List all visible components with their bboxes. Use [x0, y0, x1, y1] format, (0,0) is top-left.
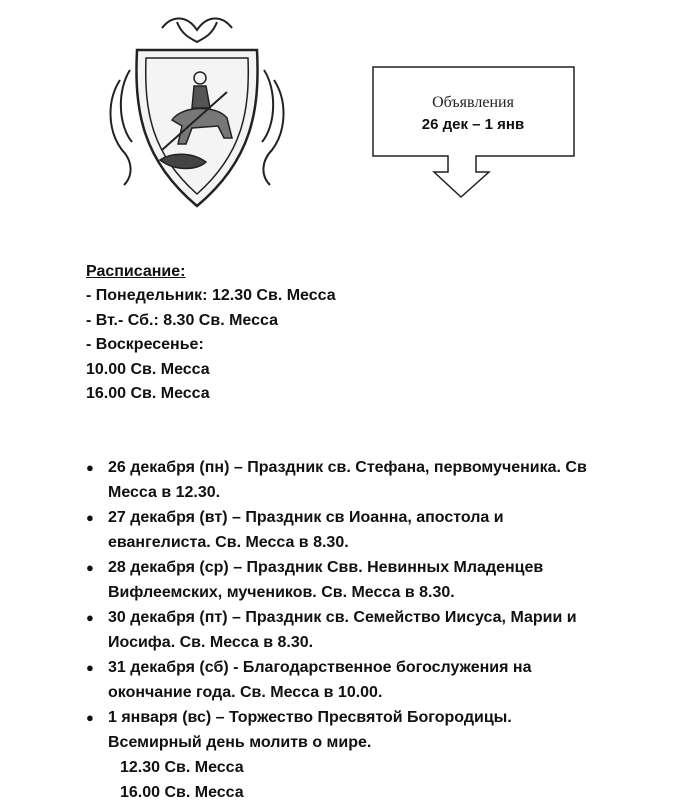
bullet-icon: ● [86, 710, 94, 725]
schedule-line: 16.00 Св. Месса [86, 385, 210, 403]
bullet-icon: ● [86, 510, 94, 525]
schedule-line: - Воскресенье: [86, 336, 204, 354]
event-line: евангелиста. Св. Месса в 8.30. [108, 534, 349, 551]
bullet-icon: ● [86, 560, 94, 575]
event-line: 1 января (вс) – Торжество Пресвятой Богородицы. [108, 709, 512, 726]
event-line: Месса в 12.30. [108, 484, 221, 501]
mass-time: 12.30 Св. Месса [120, 759, 244, 776]
event-item [84, 655, 664, 705]
mass-time: 16.00 Св. Месса [120, 784, 244, 801]
event-line: 27 декабря (вт) – Праздник св Иоанна, апостола и [108, 509, 504, 526]
event-line: 28 декабря (ср) – Праздник Свв. Невинных Младенцев [108, 559, 544, 576]
event-item [84, 605, 664, 655]
event-line: Вифлеемских, мучеников. Св. Месса в 8.30. [108, 584, 455, 601]
event-item [84, 705, 664, 805]
event-line: 30 декабря (пт) – Праздник св. Семейство Иисуса, Марии и [108, 609, 577, 626]
schedule-heading: Расписание: [86, 263, 186, 280]
schedule-line: - Понедельник: 12.30 Св. Месса [86, 287, 336, 305]
event-line: 26 декабря (пн) – Праздник св. Стефана, первомученика. Св [108, 459, 587, 476]
event-line: Всемирный день молитв о мире. [108, 734, 372, 751]
event-item [84, 505, 664, 555]
announcements-dates: 26 дек – 1 янв [421, 116, 525, 133]
bullet-icon: ● [86, 660, 94, 675]
events-list [84, 455, 664, 805]
event-line: окончание года. Св. Месса в 10.00. [108, 684, 383, 701]
schedule-line: 10.00 Св. Месса [86, 360, 210, 378]
announcements-title: Объявления [432, 94, 514, 111]
bullet-icon: ● [86, 460, 94, 475]
schedule-section [86, 260, 336, 406]
parish-crest-logo [102, 10, 292, 218]
schedule-line: - Вт.- Сб.: 8.30 Св. Месса [86, 311, 278, 329]
event-line: 31 декабря (сб) - Благодарственное богослужения на [108, 659, 532, 676]
bullet-icon: ● [86, 610, 94, 625]
callout-text [372, 92, 574, 136]
event-line: Иосифа. Св. Месса в 8.30. [108, 634, 314, 651]
event-item [84, 455, 664, 505]
event-item [84, 555, 664, 605]
